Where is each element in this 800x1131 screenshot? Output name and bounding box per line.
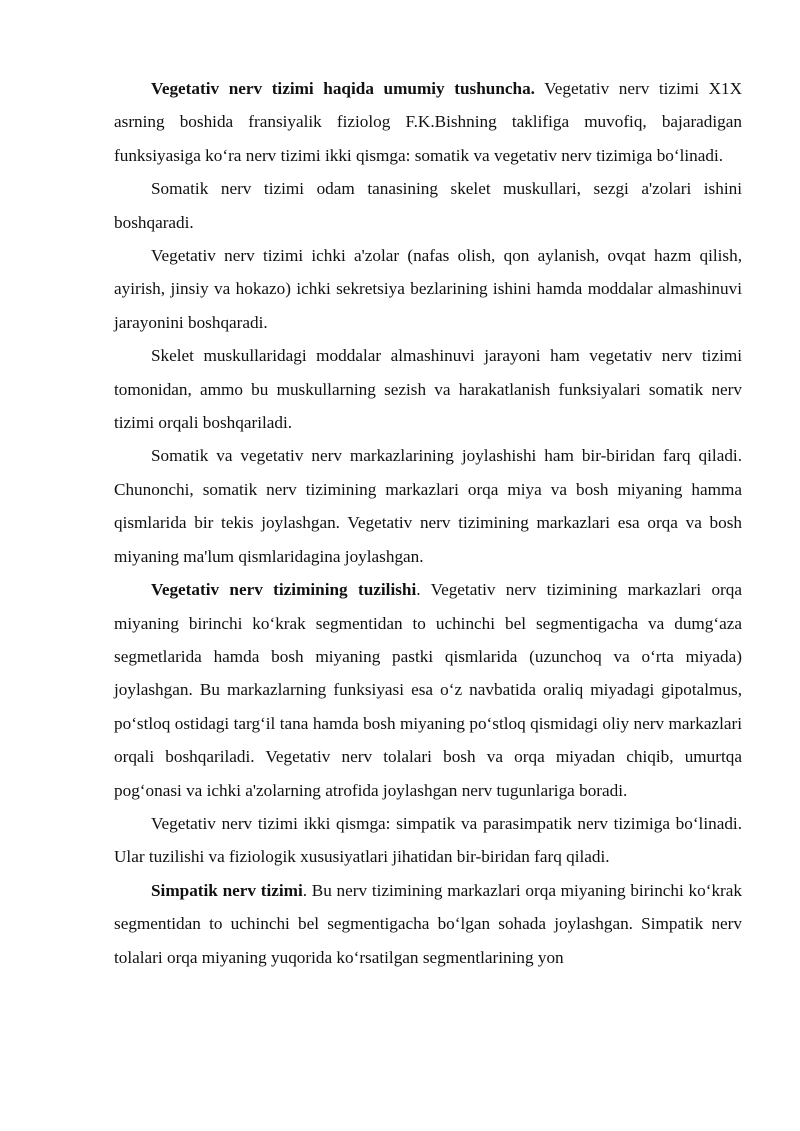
paragraph-structure bbox=[114, 573, 742, 807]
document-page bbox=[114, 72, 742, 974]
paragraph-text: . Bu nerv tizimining markazlari orqa miyaning birinchi ko‘krak segmentidan to uchinchi bel segmentigacha bo‘lgan sohada joylashgan. Simpatik nerv tolalari orqa miyaning yuqorida ko‘rsatilgan segmentlarining yon bbox=[114, 880, 742, 967]
paragraph-vegetative-organs bbox=[114, 239, 742, 339]
paragraph-sympathetic bbox=[114, 874, 742, 974]
paragraph-intro bbox=[114, 72, 742, 172]
paragraph-text: Somatik nerv tizimi odam tanasining skelet muskullari, sezgi a'zolari ishini boshqaradi. bbox=[114, 179, 742, 232]
section-heading-sympathetic: Simpatik nerv tizimi bbox=[151, 880, 303, 900]
paragraph-text: . Vegetativ nerv tizimining markazlari orqa miyaning birinchi ko‘krak segmentidan to uchinchi bel segmentigacha va dumg‘aza segmetlarida hamda bosh miyaning pastki qismlarida (uzunchoq va o‘rta miyada) joylashgan. Bu markazlarning funksiyasi esa o‘z navbatida oraliq miyadagi gipotalmus, po‘stloq ostidagi targ‘il tana hamda bosh miyaning po‘stloq qismidagi oliy nerv markazlari orqali boshqariladi. Vegetativ nerv tolalari bosh va orqa miyadan chiqib, umurtqa pog‘onasi va ichki a'zolarning atrofida joylashgan nerv tugunlariga boradi. bbox=[114, 580, 743, 800]
paragraph-text: Vegetativ nerv tizimi ikki qismga: simpatik va parasimpatik nerv tizimiga bo‘linadi. Ular tuzilishi va fiziologik xususiyatlari jihatidan bir-biridan farq qiladi. bbox=[114, 813, 742, 867]
paragraph-text: Vegetativ nerv tizimi ichki a'zolar (nafas olish, qon aylanish, ovqat hazm qilish, ayirish, jinsiy va hokazo) ichki sekretsiya bezlarining ishini hamda moddalar almashinuvi jarayonini boshqaradi. bbox=[114, 246, 742, 332]
section-heading-overview: Vegetativ nerv tizimi haqida umumiy tushuncha. bbox=[151, 79, 535, 98]
paragraph-skeletal-metabolism bbox=[114, 339, 742, 439]
paragraph-text: Vegetativ nerv tizimi X1X asrning boshida fransiyalik fiziolog F.K.Bishning taklifiga muvofiq, bajaradigan funksiyasiga ko‘ra nerv tizimi ikki qismga: somatik va vegetativ nerv tizimiga bo‘linadi. bbox=[114, 79, 742, 165]
paragraph-two-parts bbox=[114, 807, 742, 874]
paragraph-somatic bbox=[114, 172, 742, 239]
paragraph-text: Skelet muskullaridagi moddalar almashinuvi jarayoni ham vegetativ nerv tizimi tomonidan, ammo bu muskullarning sezish va harakatlanish funksiyalari somatik nerv tizimi orqali boshqariladi. bbox=[114, 346, 742, 433]
paragraph-text: Somatik va vegetativ nerv markazlarining joylashishi ham bir-biridan farq qiladi. Chunonchi, somatik nerv tizimining markazlari orqa miya va bosh miyaning hamma qismlarida bir tekis joylashgan. Vegetativ nerv tizimining markazlari esa orqa va bosh miyaning ma'lum qismlaridagina joylashgan. bbox=[114, 446, 742, 566]
paragraph-centers-location bbox=[114, 439, 742, 573]
section-heading-structure: Vegetativ nerv tizimining tuzilishi bbox=[151, 580, 417, 600]
